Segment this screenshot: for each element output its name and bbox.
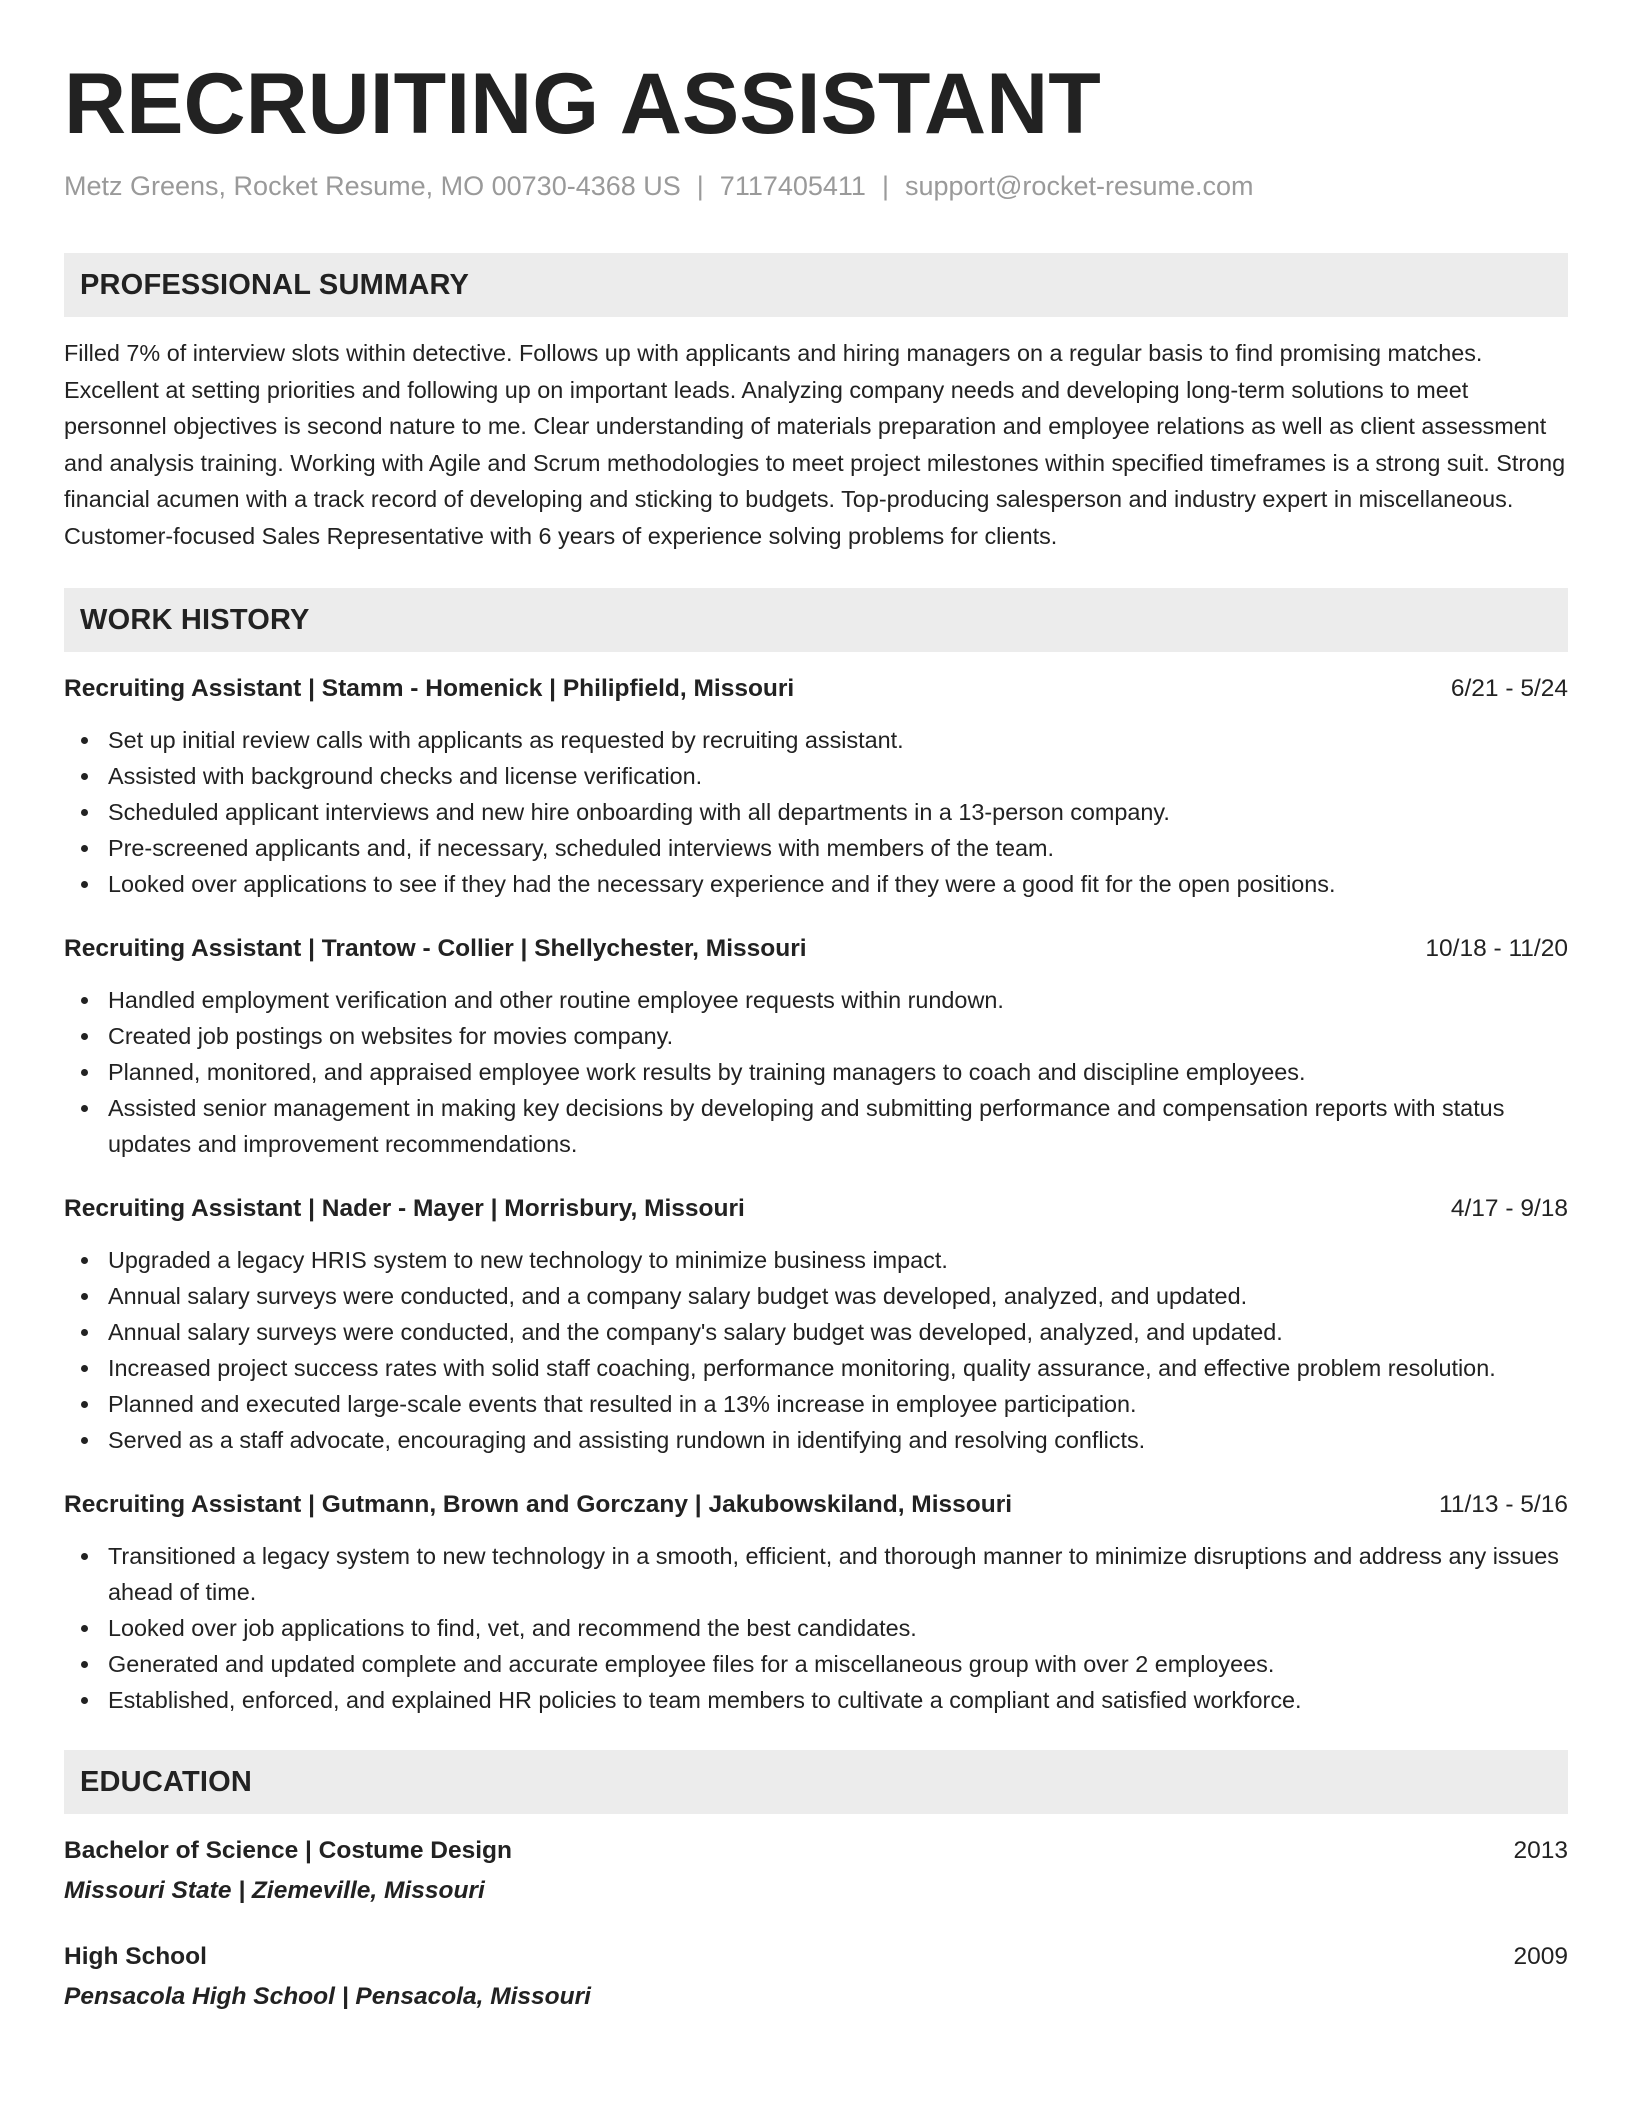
education-entry bbox=[64, 1940, 1568, 2014]
job-bullet: Set up initial review calls with applicants as requested by recruiting assistant. bbox=[64, 722, 1568, 758]
job-bullet: Served as a staff advocate, encouraging and assisting rundown in identifying and resolving conflicts. bbox=[64, 1422, 1568, 1458]
job-bullet: Planned and executed large-scale events that resulted in a 13% increase in employee participation. bbox=[64, 1386, 1568, 1422]
education-row bbox=[64, 1940, 1568, 1974]
education-school: Missouri State | Ziemeville, Missouri bbox=[64, 1877, 485, 1904]
job-bullet: Generated and updated complete and accurate employee files for a miscellaneous group with over 2 employees. bbox=[64, 1646, 1568, 1682]
job-bullet: Planned, monitored, and appraised employee work results by training managers to coach and discipline employees. bbox=[64, 1054, 1568, 1090]
contact-phone: 7117405411 bbox=[719, 171, 866, 201]
job-entry bbox=[64, 1192, 1568, 1458]
job-bullet: Looked over job applications to find, vet, and recommend the best candidates. bbox=[64, 1610, 1568, 1646]
job-entry bbox=[64, 672, 1568, 902]
job-bullet: Increased project success rates with solid staff coaching, performance monitoring, quality assurance, and effective problem resolution. bbox=[64, 1350, 1568, 1386]
job-bullet: Pre-screened applicants and, if necessary, scheduled interviews with members of the team. bbox=[64, 830, 1568, 866]
contact-line bbox=[64, 169, 1568, 203]
job-title-row bbox=[64, 932, 1568, 966]
job-bullet: Created job postings on websites for movies company. bbox=[64, 1018, 1568, 1054]
job-dates: 6/21 - 5/24 bbox=[1450, 675, 1568, 702]
contact-email: support@rocket-resume.com bbox=[904, 171, 1254, 201]
job-dates: 4/17 - 9/18 bbox=[1450, 1195, 1568, 1222]
candidate-name: RECRUITING ASSISTANT bbox=[64, 56, 1101, 152]
education-entry bbox=[64, 1834, 1568, 1908]
job-bullet: Upgraded a legacy HRIS system to new technology to minimize business impact. bbox=[64, 1242, 1568, 1278]
job-bullets bbox=[64, 1538, 1568, 1718]
job-bullet: Scheduled applicant interviews and new hire onboarding with all departments in a 13-person company. bbox=[64, 794, 1568, 830]
contact-address: Metz Greens, Rocket Resume, MO 00730-4368 US bbox=[64, 171, 681, 201]
job-title: Recruiting Assistant | Nader - Mayer | Morrisbury, Missouri bbox=[64, 1195, 745, 1222]
education-year: 2009 bbox=[1513, 1943, 1568, 1970]
job-bullet: Annual salary surveys were conducted, and the company's salary budget was developed, analyzed, and updated. bbox=[64, 1314, 1568, 1350]
job-bullets bbox=[64, 982, 1568, 1162]
education-row bbox=[64, 1834, 1568, 1868]
education-year: 2013 bbox=[1513, 1837, 1568, 1864]
resume-page bbox=[64, 0, 1568, 2014]
job-bullet: Transitioned a legacy system to new technology in a smooth, efficient, and thorough manner to minimize disruptions and address any issues ahead of time. bbox=[64, 1538, 1568, 1610]
job-bullet: Annual salary surveys were conducted, and a company salary budget was developed, analyzed, and updated. bbox=[64, 1278, 1568, 1314]
job-dates: 11/13 - 5/16 bbox=[1439, 1491, 1568, 1518]
education-degree: High School bbox=[64, 1943, 207, 1970]
work-history-heading: WORK HISTORY bbox=[64, 588, 1568, 652]
job-title-row bbox=[64, 1488, 1568, 1522]
job-bullet: Assisted senior management in making key decisions by developing and submitting performance and compensation reports with status updates and improvement recommendations. bbox=[64, 1090, 1568, 1162]
education-degree: Bachelor of Science | Costume Design bbox=[64, 1837, 512, 1864]
job-bullet: Looked over applications to see if they had the necessary experience and if they were a good fit for the open positions. bbox=[64, 866, 1568, 902]
job-entry bbox=[64, 932, 1568, 1162]
job-bullets bbox=[64, 722, 1568, 902]
job-bullet: Assisted with background checks and license verification. bbox=[64, 758, 1568, 794]
contact-separator: | bbox=[696, 171, 704, 201]
job-title: Recruiting Assistant | Stamm - Homenick | Philipfield, Missouri bbox=[64, 675, 795, 702]
job-title: Recruiting Assistant | Trantow - Collier | Shellychester, Missouri bbox=[64, 935, 807, 962]
summary-heading: PROFESSIONAL SUMMARY bbox=[64, 253, 1568, 317]
summary-text: Filled 7% of interview slots within detective. Follows up with applicants and hiring managers on a regular basis to find promising matches. Excellent at setting priorities and following up on important leads. Analyzing company needs and developing long-term solutions to meet personnel objectives is second nature to me. Clear understanding of materials preparation and employee relations as well as client assessment and analysis training. Working with Agile and Scrum methodologies to meet project milestones within specified timeframes is a strong suit. Strong financial acumen with a track record of developing and sticking to budgets. Top-producing salesperson and industry expert in miscellaneous. Customer-focused Sales Representative with 6 years of experience solving problems for clients. bbox=[64, 340, 1566, 549]
education-heading: EDUCATION bbox=[64, 1750, 1568, 1814]
job-entry bbox=[64, 1488, 1568, 1718]
job-dates: 10/18 - 11/20 bbox=[1425, 935, 1568, 962]
job-bullet: Handled employment verification and other routine employee requests within rundown. bbox=[64, 982, 1568, 1018]
contact-separator: | bbox=[881, 171, 889, 201]
job-title-row bbox=[64, 672, 1568, 706]
job-bullets bbox=[64, 1242, 1568, 1458]
job-bullet: Established, enforced, and explained HR policies to team members to cultivate a compliant and satisfied workforce. bbox=[64, 1682, 1568, 1718]
job-title-row bbox=[64, 1192, 1568, 1226]
education-school: Pensacola High School | Pensacola, Missouri bbox=[64, 1983, 591, 2010]
job-title: Recruiting Assistant | Gutmann, Brown and Gorczany | Jakubowskiland, Missouri bbox=[64, 1491, 1013, 1518]
